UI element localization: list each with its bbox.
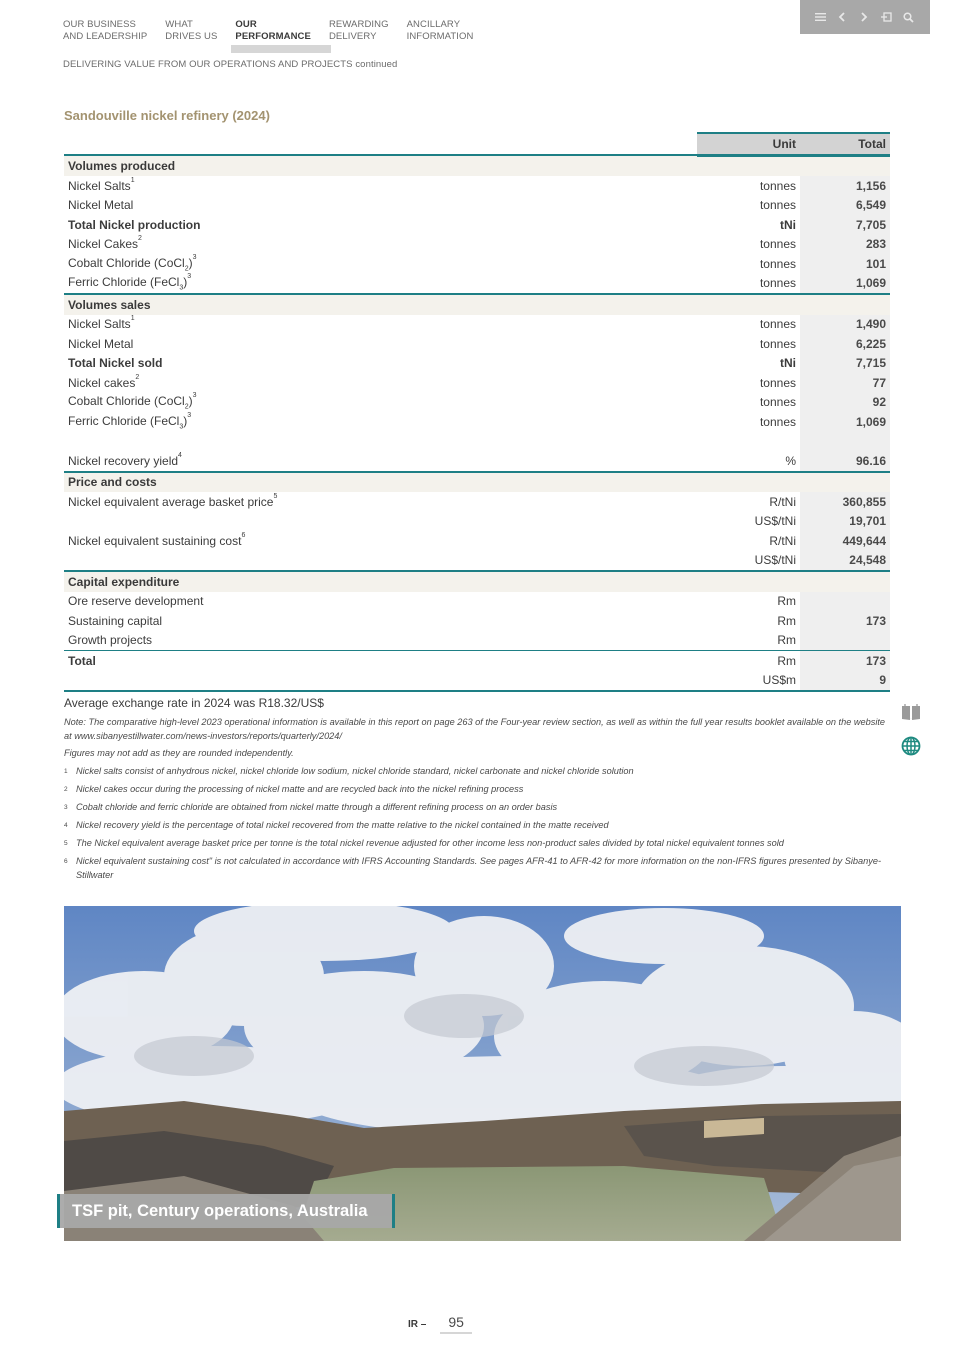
side-icons [901,703,921,761]
nav-rewarding-delivery[interactable] [329,19,389,43]
row-total: 173 [800,611,890,631]
row-unit: US$m [697,671,800,692]
table-row [64,334,890,354]
nav-label: OUR [235,19,257,30]
row-unit: tNi [780,217,796,232]
row-total: 449,644 [800,531,890,551]
footnote-6: 6 Nickel equivalent sustaining cost" is not calculated in accordance with IFRS Accounting Standards. See pages AFR-41 to AFR-42 for more information on the non-IFRS figures presented by Sibanye-Stillwater [64,856,882,880]
footnote-4: 4 Nickel recovery yield is the percentage of total nickel recovered from the matte relative to the nickel contained in the matte received [64,820,609,830]
row-label: Nickel recovery yield$^4$ [64,451,697,472]
row-unit: Rm [697,631,800,651]
section-volumes-sales [64,294,890,315]
row-label: Total [68,653,96,668]
row-total: 1,490 [800,315,890,335]
footnote-3: 3 Cobalt chloride and ferric chloride are obtained from nickel matte through a different refining process on an order basis [64,802,558,812]
row-total: 24,548 [800,551,890,572]
row-total: 1,069 [800,412,890,432]
section-label: Volumes produced [64,155,697,176]
table-row [64,412,890,432]
row-unit: Rm [777,653,796,668]
row-total: 19,701 [800,512,890,532]
table-row [64,315,890,335]
row-unit: tonnes [759,317,796,332]
row-label: Nickel equivalent average basket price$^5$ [68,492,278,509]
table-row [64,512,890,532]
table-row [64,592,890,612]
section-breadcrumb: DELIVERING VALUE FROM OUR OPERATIONS AND PROJECTS continued [63,59,398,70]
row-unit: US$/tNi [754,514,796,529]
section-capital-expenditure [64,571,890,592]
book-icon[interactable] [901,703,921,726]
row-total: 92 [800,393,890,413]
row-label: Nickel equivalent sustaining cost$^6$ [68,531,246,548]
row-unit: R/tNi [769,533,796,548]
row-total: 1,069 [800,274,890,295]
row-label: Total Nickel sold [68,356,163,371]
table-row [64,176,890,196]
row-unit: tonnes [759,375,796,390]
table-row [64,254,890,274]
row-total: 101 [800,254,890,274]
mine-pit-photo [64,906,901,1241]
row-unit: Rm [777,594,796,609]
photo-caption: TSF pit, Century operations, Australia [57,1194,395,1228]
row-unit: % [697,451,800,472]
row-label: Cobalt Chloride (CoCl$_2$)$^3$ [68,392,197,411]
nav-label: DRIVES US [165,31,218,42]
nav-label: REWARDING [328,19,389,30]
header-blank [64,133,697,155]
row-total: 173 [800,651,890,671]
row-label: Nickel Metal [68,336,134,351]
section-label: Price and costs [64,472,697,493]
row-total: 283 [800,235,890,255]
row-total: 7,715 [800,354,890,374]
nav-label: DELIVERY [328,31,377,42]
row-unit: tonnes [697,274,800,295]
pdf-toolbar [800,0,930,34]
section-price-costs [64,472,890,493]
row-total: 77 [800,373,890,393]
table-row-total-production [64,215,890,235]
row-unit: R/tNi [769,494,796,509]
row-label: Ore reserve development [68,594,204,609]
section-volumes-produced [64,155,890,176]
row-unit: Rm [777,613,796,628]
footnote-2: 2 Nickel cakes occur during the processing of nickel matte and are recycled back into the nickel refining process [64,784,524,794]
row-total: 7,705 [800,215,890,235]
exchange-rate-note: Average exchange rate in 2024 was R18.32/US$ [64,696,324,710]
search-icon[interactable] [902,10,914,24]
table-row [64,196,890,216]
row-label: Ferric Chloride (FeCl$_3$)$^3$ [68,411,192,430]
table-title: Sandouville nickel refinery (2024) [64,108,270,123]
table-row-recovery-yield [64,451,890,472]
row-unit: US$/tNi [697,551,800,572]
nav-label: INFORMATION [406,31,474,42]
nav-ancillary-information[interactable] [407,19,474,43]
nav-label: AND LEADERSHIP [63,31,148,42]
footnote-1: 1 Nickel salts consist of anhydrous nickel, nickel chloride low sodium, nickel chloride standard, nickel carbonate and nickel chloride solution [64,766,634,776]
row-total: 6,225 [800,334,890,354]
row-label: Nickel Metal [68,198,134,213]
menu-icon[interactable] [814,10,826,24]
row-total [800,631,890,651]
chevron-right-icon[interactable] [858,10,870,24]
row-unit: tNi [780,356,796,371]
table-row-capex-total [64,651,890,671]
table-row [64,611,890,631]
nav-what-drives-us[interactable] [165,19,217,43]
nav-label: ANCILLARY [406,19,461,30]
table-row [64,274,890,295]
nav-label: WHAT [165,19,193,30]
row-total: 1,156 [800,176,890,196]
nav-our-business[interactable] [63,19,147,43]
row-total: 9 [800,671,890,692]
table-header-row [64,133,890,155]
row-total: 96.16 [800,451,890,472]
nav-label: PERFORMANCE [235,31,311,42]
page-footer [408,1314,472,1334]
row-label: Nickel Salts$^1$ [68,176,135,193]
row-label: Cobalt Chloride (CoCl$_2$)$^3$ [68,253,197,272]
exit-icon[interactable] [880,10,892,24]
nav-our-performance[interactable] [235,19,311,43]
nav-label: OUR BUSINESS [63,19,136,30]
table-row [64,671,890,692]
table-row [64,531,890,551]
row-label: Nickel cakes$^2$ [68,373,140,390]
row-total [800,592,890,612]
spacer-row [64,432,890,452]
header-total: Total [800,133,890,155]
table-row [64,373,890,393]
table-row [64,551,890,572]
row-unit: tonnes [759,336,796,351]
table-row [64,631,890,651]
row-unit: tonnes [759,178,796,193]
row-label: Ferric Chloride (FeCl$_3$)$^3$ [64,274,697,295]
row-total: 360,855 [800,492,890,512]
rounding-note: Figures may not add as they are rounded independently. [64,748,294,758]
row-total: 6,549 [800,196,890,216]
chevron-left-icon[interactable] [836,10,848,24]
top-navigation [63,19,492,43]
row-label: Nickel Cakes$^2$ [68,235,142,252]
row-unit: tonnes [759,237,796,252]
row-label: Nickel Salts$^1$ [68,315,135,332]
row-unit: tonnes [759,414,796,429]
row-label: Growth projects [64,631,697,651]
report-prefix: IR – [408,1319,427,1330]
row-label: Total Nickel production [68,217,201,232]
comparative-note: Note: The comparative high-level 2023 operational information is available in this report on page 263 of the Four-year review section, as well as within the full year results booklet available on the website at www.sibanyestillwater.com/news-investors/reports/quarterly/2024/ [64,717,886,741]
operations-table [64,132,890,692]
section-label: Volumes sales [64,294,697,315]
header-unit: Unit [697,133,800,155]
table-row-total-sold [64,354,890,374]
table-row [64,393,890,413]
section-label: Capital expenditure [64,571,697,592]
globe-icon[interactable] [901,736,921,761]
row-unit: tonnes [759,395,796,410]
page-number: 95 [440,1314,472,1334]
footnote-5: 5 The Nickel equivalent average basket price per tonne is the total nickel revenue adjusted for other income less non-product sales divided by total nickel equivalent tonnes sold [64,838,784,848]
table-row [64,492,890,512]
table-row [64,235,890,255]
row-unit: tonnes [759,256,796,271]
row-unit: tonnes [759,198,796,213]
row-label: Sustaining capital [68,613,163,628]
